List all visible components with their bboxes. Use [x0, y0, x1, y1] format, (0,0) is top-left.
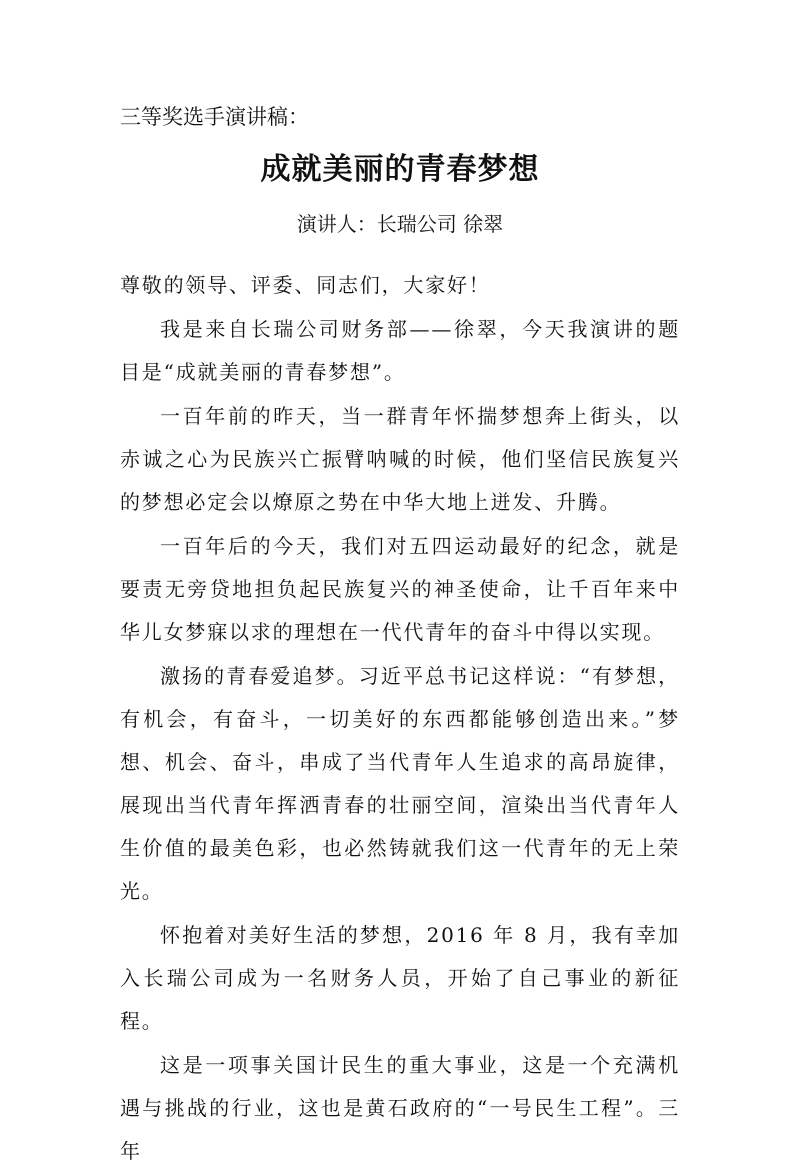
- body-paragraph: 一百年后的今天，我们对五四运动最好的纪念，就是要责无旁贷地担负起民族复兴的神圣使命，让千百年来中华儿女梦寐以求的理想在一代代青年的奋斗中得以实现。: [120, 534, 680, 644]
- speech-body: [120, 264, 680, 1174]
- speech-title: 成就美丽的青春梦想: [260, 152, 540, 187]
- greeting-paragraph: 尊敬的领导、评委、同志们，大家好！: [120, 273, 491, 297]
- body-paragraph: 我是来自长瑞公司财务部——徐翠，今天我演讲的题目是“成就美丽的青春梦想”。: [120, 317, 680, 384]
- body-paragraph: 这是一项事关国计民生的重大事业，这是一个充满机遇与挑战的行业，这也是黄石政府的“一号民生工程”。三年: [120, 1053, 680, 1163]
- body-paragraph: 怀抱着对美好生活的梦想，2016 年 8 月，我有幸加入长瑞公司成为一名财务人员，开始了自己事业的新征程。: [120, 923, 680, 1033]
- body-paragraph: 激扬的青春爱追梦。习近平总书记这样说：“有梦想，有机会，有奋斗，一切美好的东西都能够创造出来。”梦想、机会、奋斗，串成了当代青年人生追求的高昂旋律，展现出当代青年挥洒青春的壮丽空间，渲染出当代青年人生价值的最美色彩，也必然铸就我们这一代青年的无上荣光。: [120, 664, 680, 903]
- award-category-label: 三等奖选手演讲稿：: [120, 105, 309, 129]
- speaker-line: 演讲人：长瑞公司 徐翠: [296, 212, 504, 236]
- body-paragraph: 一百年前的昨天，当一群青年怀揣梦想奔上街头，以赤诚之心为民族兴亡振臂呐喊的时候，他们坚信民族复兴的梦想必定会以燎原之势在中华大地上迸发、升腾。: [120, 404, 680, 514]
